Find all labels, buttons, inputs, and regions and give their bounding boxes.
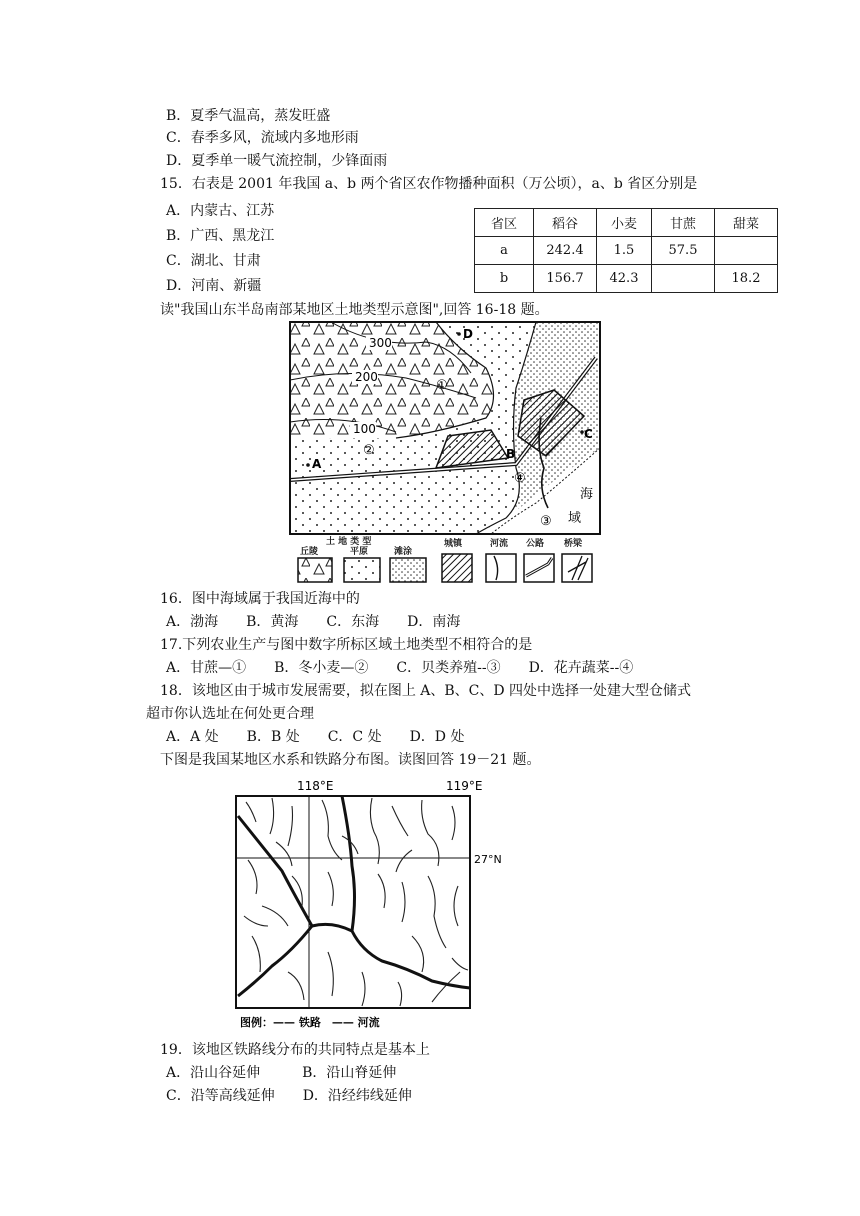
legend-flat-label: 滩涂 — [394, 547, 413, 557]
point-b: B — [506, 447, 516, 461]
table-cell: 156.7 — [534, 265, 597, 293]
table-cell: 42.3 — [597, 265, 652, 293]
q19-options-row2: C．沿等高线延伸 D．沿经纬线延伸 — [166, 1088, 412, 1104]
table-cell — [652, 265, 715, 293]
q17-options: A．甘蔗—① B．冬小麦—② C．贝类养殖--③ D．花卉蔬菜--④ — [166, 660, 634, 676]
river-railway-map — [232, 776, 502, 1032]
q16-stem: 16．图中海域属于我国近海中的 — [160, 591, 360, 607]
legend-river-swatch — [486, 554, 516, 582]
q16-options: A．渤海 B．黄海 C．东海 D．南海 — [166, 614, 461, 630]
legend-hills-label: 丘陵 — [300, 547, 319, 557]
sea-label-2: 域 — [568, 511, 582, 526]
legend-town-swatch — [442, 554, 472, 582]
land-type-map — [286, 318, 604, 588]
table-header-cell: 稻谷 — [534, 209, 597, 237]
legend-town-label: 城镇 — [444, 539, 463, 549]
point-d: D — [463, 327, 473, 341]
region-3-label: ③ — [540, 514, 552, 529]
map2-legend: 图例：—— 铁路 —— 河流 — [240, 1016, 380, 1029]
table-cell: 1.5 — [597, 237, 652, 265]
intro-16-18: 读"我国山东半岛南部某地区土地类型示意图",回答 16-18 题。 — [160, 302, 549, 318]
q14-option-d: D．夏季单一暖气流控制，少锋面雨 — [166, 153, 388, 169]
table-header-cell: 甜菜 — [715, 209, 778, 237]
table-cell: 57.5 — [652, 237, 715, 265]
q15-option-a: A．内蒙古、江苏 — [166, 203, 275, 219]
region-1-label: ① — [436, 378, 448, 393]
table-header-row — [475, 209, 778, 237]
sea-label-1: 海 — [580, 487, 594, 502]
q19-options-row1: A．沿山谷延伸 B．沿山脊延伸 — [166, 1065, 397, 1081]
q14-option-b: B．夏季气温高，蒸发旺盛 — [166, 108, 331, 124]
q15-stem: 15．右表是 2001 年我国 a、b 两个省区农作物播种面积（万公顷），a、b 省区分别是 — [160, 176, 698, 192]
q18-stem-line1: 18．该地区由于城市发展需要，拟在图上 A、B、C、D 四处中选择一处建大型仓储式 — [160, 683, 692, 699]
q14-option-c: C．春季多风，流域内多地形雨 — [166, 130, 359, 146]
legend-plain-label: 平原 — [350, 547, 369, 557]
table-cell: a — [475, 237, 534, 265]
q15-option-c: C．湖北、甘肃 — [166, 253, 261, 269]
region-4-label: ④ — [514, 471, 526, 486]
table-cell: 18.2 — [715, 265, 778, 293]
table-cell — [715, 237, 778, 265]
legend-river-label: 河流 — [490, 539, 509, 549]
q19-stem: 19．该地区铁路线分布的共同特点是基本上 — [160, 1042, 430, 1058]
table-cell: 242.4 — [534, 237, 597, 265]
contour-label-300: 300 — [369, 336, 392, 350]
q15-option-d: D．河南、新疆 — [166, 278, 262, 294]
lat-27-label: 27°N — [474, 853, 502, 866]
legend-plain-swatch — [344, 558, 380, 582]
lon-118-label: 118°E — [297, 779, 334, 793]
q18-stem-line2: 超市你认选址在何处更合理 — [146, 706, 314, 722]
legend-title: 土 地 类 型 — [326, 537, 372, 547]
region-2-label: ② — [363, 443, 375, 458]
contour-label-100: 100 — [353, 422, 376, 436]
crop-area-table — [474, 208, 778, 293]
table-row — [475, 265, 778, 293]
q15-option-b: B．广西、黑龙江 — [166, 228, 275, 244]
legend-bridge-label: 桥梁 — [564, 539, 583, 549]
q18-options: A．A 处 B．B 处 C．C 处 D．D 处 — [166, 729, 465, 745]
q17-stem: 17.下列农业生产与图中数字所标区域土地类型不相符合的是 — [160, 637, 533, 653]
table-header-cell: 甘蔗 — [652, 209, 715, 237]
table-cell: b — [475, 265, 534, 293]
lon-119-label: 119°E — [446, 779, 483, 793]
legend-flat-swatch — [390, 558, 426, 582]
intro-19-21: 下图是我国某地区水系和铁路分布图。读图回答 19－21 题。 — [160, 752, 541, 768]
point-c: C — [584, 427, 593, 441]
legend-road-label: 公路 — [526, 539, 545, 549]
table-header-cell: 省区 — [475, 209, 534, 237]
point-a: A — [312, 457, 322, 471]
table-header-cell: 小麦 — [597, 209, 652, 237]
table-row — [475, 237, 778, 265]
contour-label-200: 200 — [355, 370, 378, 384]
legend-hills-swatch — [298, 558, 332, 582]
